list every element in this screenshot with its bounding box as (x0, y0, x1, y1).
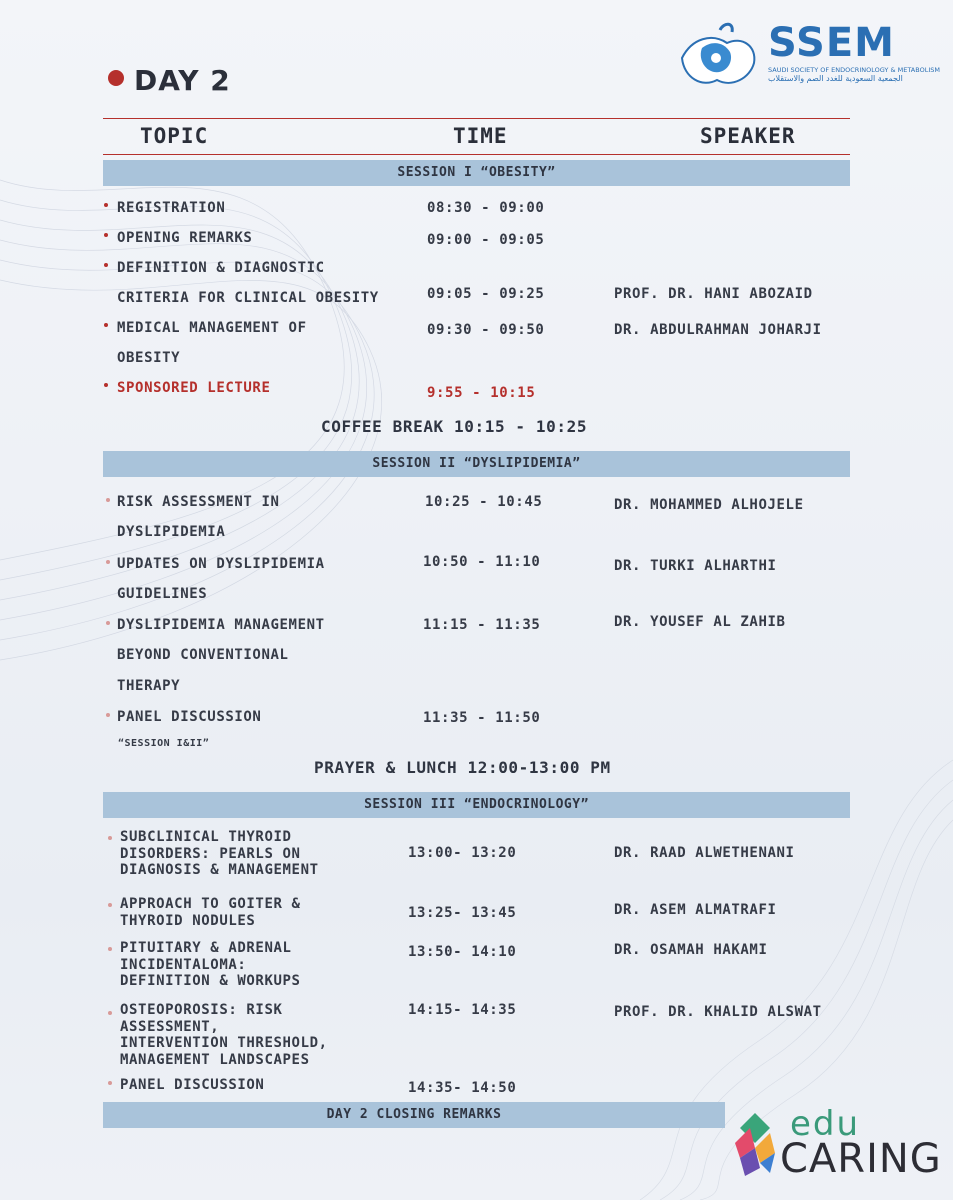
topic-sponsored-lecture: SPONSORED LECTURE (117, 380, 271, 396)
list-bullet-icon (104, 383, 108, 387)
time-panel-discussion-1: 11:35 - 11:50 (423, 710, 541, 726)
speaker-dyslipidemia-mgmt: DR. YOUSEF AL ZAHIB (614, 614, 786, 630)
ssem-emblem-icon (672, 18, 764, 98)
speaker-pituitary: DR. OSAMAH HAKAMI (614, 942, 768, 958)
topic-updates-line1: UPDATES ON DYSLIPIDEMIA (117, 556, 325, 572)
session-1-header: SESSION I “OBESITY” (103, 160, 850, 186)
topic-dyslipidemia-mgmt-line1: DYSLIPIDEMIA MANAGEMENT (117, 617, 325, 633)
session-2-header: SESSION II “DYSLIPIDEMIA” (103, 451, 850, 477)
speaker-subclinical-thyroid: DR. RAAD ALWETHENANI (614, 845, 795, 861)
time-registration: 08:30 - 09:00 (427, 200, 545, 216)
time-dyslipidemia-mgmt: 11:15 - 11:35 (423, 617, 541, 633)
topic-medical-management-line2: OBESITY (117, 350, 181, 366)
column-speaker-header: SPEAKER (700, 124, 796, 148)
list-bullet-icon (106, 498, 110, 502)
panel-session-note: “SESSION I&II” (118, 738, 210, 749)
list-bullet-icon (104, 323, 108, 327)
time-risk-assessment: 10:25 - 10:45 (425, 494, 543, 510)
topic-osteoporosis: OSTEOPOROSIS: RISK ASSESSMENT, INTERVENTION THRESHOLD, MANAGEMENT LANDSCAPES (120, 1002, 328, 1068)
topic-medical-management-line1: MEDICAL MANAGEMENT OF (117, 320, 307, 336)
list-bullet-icon (108, 947, 112, 951)
topic-panel-discussion-2: PANEL DISCUSSION (120, 1077, 265, 1093)
list-bullet-icon (104, 263, 108, 267)
time-sponsored-lecture: 9:55 - 10:15 (427, 385, 536, 401)
time-pituitary: 13:50- 14:10 (408, 944, 517, 960)
list-bullet-icon (106, 713, 110, 717)
header-bottom-rule (103, 154, 850, 155)
topic-subclinical-thyroid: SUBCLINICAL THYROID DISORDERS: PEARLS ON DIAGNOSIS & MANAGEMENT (120, 829, 319, 878)
list-bullet-icon (106, 560, 110, 564)
time-opening-remarks: 09:00 - 09:05 (427, 232, 545, 248)
topic-dyslipidemia-mgmt-line2: BEYOND CONVENTIONAL (117, 647, 289, 663)
time-panel-discussion-2: 14:35- 14:50 (408, 1080, 517, 1096)
speaker-goiter: DR. ASEM ALMATRAFI (614, 902, 777, 918)
header-top-rule (103, 118, 850, 119)
coffee-break: COFFEE BREAK 10:15 - 10:25 (321, 417, 588, 436)
topic-pituitary: PITUITARY & ADRENAL INCIDENTALOMA: DEFINITION & WORKUPS (120, 940, 301, 989)
topic-definition-line1: DEFINITION & DIAGNOSTIC (117, 260, 325, 276)
ssem-logo-subtitle-arabic: الجمعية السعودية للغدد الصم والاستقلاب (768, 74, 903, 83)
ssem-logo-subtitle: SAUDI SOCIETY OF ENDOCRINOLOGY & METABOLISM (768, 66, 940, 74)
speaker-risk-assessment: DR. MOHAMMED ALHOJELE (614, 497, 804, 513)
topic-goiter: APPROACH TO GOITER & THYROID NODULES (120, 896, 301, 929)
topic-risk-assessment-line1: RISK ASSESSMENT IN (117, 494, 280, 510)
time-updates: 10:50 - 11:10 (423, 554, 541, 570)
list-bullet-icon (108, 836, 112, 840)
list-bullet-icon (106, 621, 110, 625)
list-bullet-icon (108, 903, 112, 907)
time-medical-management: 09:30 - 09:50 (427, 322, 545, 338)
speaker-updates: DR. TURKI ALHARTHI (614, 558, 777, 574)
closing-remarks-band: DAY 2 CLOSING REMARKS (103, 1102, 725, 1128)
educaring-logo-icon (730, 1108, 780, 1178)
time-subclinical-thyroid: 13:00- 13:20 (408, 845, 517, 861)
day-title: DAY 2 (134, 64, 231, 97)
ssem-logo-text: SSEM (768, 20, 895, 66)
list-bullet-icon (108, 1081, 112, 1085)
speaker-osteoporosis: PROF. DR. KHALID ALSWAT (614, 1004, 822, 1020)
topic-panel-discussion-1: PANEL DISCUSSION (117, 709, 262, 725)
session-3-header: SESSION III “ENDOCRINOLOGY” (103, 792, 850, 818)
topic-opening-remarks: OPENING REMARKS (117, 230, 253, 246)
topic-registration: REGISTRATION (117, 200, 226, 216)
column-time-header: TIME (453, 124, 508, 148)
list-bullet-icon (104, 233, 108, 237)
topic-risk-assessment-line2: DYSLIPIDEMIA (117, 524, 226, 540)
time-definition: 09:05 - 09:25 (427, 286, 545, 302)
educaring-logo-bottom: CARING (780, 1136, 942, 1182)
column-topic-header: TOPIC (140, 124, 209, 148)
educaring-logo-top: edu (790, 1104, 861, 1144)
list-bullet-icon (104, 203, 108, 207)
speaker-definition: PROF. DR. HANI ABOZAID (614, 286, 813, 302)
time-osteoporosis: 14:15- 14:35 (408, 1002, 517, 1018)
topic-updates-line2: GUIDELINES (117, 586, 208, 602)
list-bullet-icon (108, 1011, 112, 1015)
time-goiter: 13:25- 13:45 (408, 905, 517, 921)
topic-dyslipidemia-mgmt-line3: THERAPY (117, 678, 181, 694)
speaker-medical-management: DR. ABDULRAHMAN JOHARJI (614, 322, 822, 338)
lunch-break: PRAYER & LUNCH 12:00-13:00 PM (314, 758, 611, 777)
topic-definition-line2: CRITERIA FOR CLINICAL OBESITY (117, 290, 379, 306)
